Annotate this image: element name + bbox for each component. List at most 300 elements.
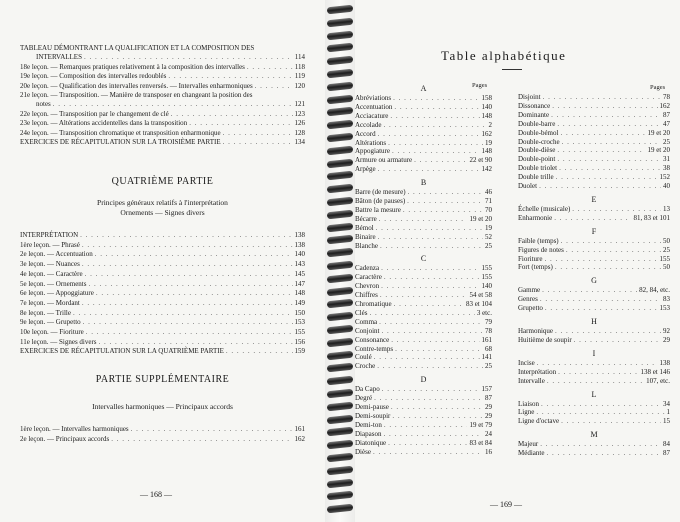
toc-entry (355, 336, 492, 344)
leader-dots (547, 377, 644, 385)
leader-dots (82, 299, 293, 307)
entry-label: Bémol (355, 223, 374, 232)
entry-page: 119 (294, 72, 305, 81)
index-letter: H (591, 317, 597, 326)
entry-page: 29 (663, 335, 670, 344)
index-letter: E (591, 194, 597, 204)
pages-column-label: Pages (650, 84, 666, 91)
leader-dots (394, 103, 479, 111)
entry-page: 148 (294, 289, 305, 298)
entry-label: Interprétation (518, 367, 557, 376)
entry-label: Ligne d'octave (518, 417, 560, 426)
entry-page: 142 (481, 165, 492, 174)
coil-ring (327, 261, 354, 271)
coil-ring (327, 427, 354, 437)
leader-dots (562, 138, 661, 146)
entry-label: Comma (355, 317, 378, 326)
toc-entry (518, 146, 670, 154)
entry-page: 46 (485, 188, 492, 197)
toc-entry (518, 359, 670, 367)
leader-dots (226, 347, 293, 355)
entry-label: Abréviations (355, 94, 392, 102)
entry-label: Dominante (518, 110, 550, 119)
entry-label: Da Capo (355, 385, 380, 394)
leader-dots (374, 353, 480, 361)
coil-ring (327, 376, 354, 386)
coil-ring (327, 504, 354, 514)
entry-label: INTERPRÉTATION (20, 231, 79, 239)
coil-ring (327, 43, 354, 53)
leader-dots (559, 164, 661, 172)
index-title: Table alphabétique (441, 48, 567, 63)
entry-label: Coulé (355, 353, 372, 362)
leader-dots (73, 309, 293, 317)
entry-label: Caractère (355, 273, 382, 282)
entry-page: 87 (485, 394, 492, 403)
entry-page: 138 (659, 358, 670, 367)
entry-label: Figures de notes (518, 245, 564, 254)
toc-entry (518, 417, 670, 425)
entry-page: 50 (663, 263, 670, 272)
coil-ring (327, 222, 354, 232)
toc-entry (518, 304, 670, 312)
toc-entry (20, 309, 305, 317)
entry-page: 31 (663, 155, 670, 164)
entry-label: 20e leçon. — Qualification des intervalles renversés. — Intervalles enharmoniques (20, 81, 253, 90)
entry-label: 11e leçon. — Signes divers (20, 337, 97, 346)
entry-page: 83 et 84 (469, 438, 492, 447)
entry-label: Demi-ton (355, 420, 382, 429)
toc-entry (20, 250, 305, 258)
entry-label: Demi-soupir (355, 411, 391, 420)
entry-label: 4e leçon. — Caractère (20, 269, 83, 278)
toc-entry (518, 246, 670, 254)
toc-entry (355, 94, 492, 102)
entry-page: 81, 83 et 101 (633, 213, 670, 222)
toc-entry (355, 121, 492, 129)
toc-entry (20, 260, 305, 268)
toc-entry (355, 309, 492, 317)
section-subtitle: Intervalles harmoniques — Principaux accords (92, 402, 233, 411)
toc-entry (355, 224, 492, 232)
entry-label: Chromatique (355, 300, 392, 308)
toc-entry (20, 241, 305, 249)
entry-page: 84 (663, 440, 670, 449)
toc-entry (20, 119, 305, 127)
entry-label: Double-croche (518, 137, 560, 146)
entry-label: Médiante (518, 449, 545, 458)
leader-dots (392, 147, 480, 155)
toc-entry (355, 233, 492, 241)
entry-label: Double triolet (518, 164, 558, 173)
leader-dots (171, 110, 293, 118)
entry-label: Genres (518, 295, 538, 304)
coil-ring (327, 235, 354, 245)
entry-page: 141 (481, 353, 492, 362)
toc-entry (518, 120, 670, 128)
leader-dots (394, 300, 464, 308)
toc-entry (355, 103, 492, 111)
leader-dots (556, 173, 658, 181)
entry-page: 19 et 20 (647, 146, 670, 155)
index-letter: L (591, 389, 597, 399)
index-letter: D (420, 375, 427, 385)
toc-entry (518, 205, 670, 213)
toc-entry (20, 270, 305, 278)
toc-entry (355, 353, 492, 361)
toc-entry (355, 362, 492, 370)
entry-label: Arpège (355, 165, 376, 174)
toc-entry (20, 53, 305, 61)
entry-label: INTERVALLES (36, 53, 82, 62)
leader-dots (111, 435, 292, 443)
coil-ring (327, 312, 354, 322)
entry-page: 123 (294, 109, 305, 118)
entry-page: 161 (481, 335, 492, 344)
toc-entry (20, 63, 305, 71)
toc-entry (355, 318, 492, 326)
leader-dots (541, 400, 661, 408)
entry-label: Demi-pause (355, 403, 389, 411)
entry-label: 23e leçon. — Altérations accidentelles dans la transposition (20, 119, 188, 128)
toc-entry (20, 280, 305, 288)
entry-label: Binaire (355, 232, 376, 241)
leader-dots (557, 146, 645, 154)
coil-ring (327, 133, 354, 143)
leader-dots (543, 93, 661, 101)
toc-entry (518, 93, 670, 101)
entry-label: 3e leçon. — Nuances (20, 260, 80, 269)
toc-entry (355, 439, 492, 447)
leader-dots (53, 100, 293, 108)
entry-label: 10e leçon. — Fioriture (20, 328, 84, 336)
leader-dots (384, 273, 480, 281)
leader-dots (131, 425, 293, 433)
leader-dots (255, 82, 293, 90)
leader-dots (391, 336, 479, 344)
leader-dots (382, 385, 480, 393)
leader-dots (247, 63, 293, 71)
leader-dots (381, 264, 479, 272)
entry-page: 40 (663, 182, 670, 190)
entry-label: Diapason (355, 429, 382, 438)
index-letter: G (591, 276, 597, 286)
entry-label: EXERCICES DE RÉCAPITULATION SUR LA QUATRIÈME PARTIE (20, 347, 224, 356)
toc-entry (355, 273, 492, 281)
toc-entry (20, 44, 305, 52)
leader-dots (408, 188, 483, 196)
coil-ring (327, 337, 354, 347)
leader-dots (557, 155, 661, 163)
entry-label: Barre (de mesure) (355, 188, 406, 197)
coil-ring (327, 389, 354, 399)
toc-entry (355, 430, 492, 438)
toc-entry (518, 336, 670, 344)
entry-label: Double-bémol (518, 128, 559, 137)
toc-entry (20, 231, 305, 239)
entry-label: Croche (355, 362, 376, 371)
toc-entry (355, 206, 492, 214)
page-number: — 169 — (490, 500, 522, 509)
entry-page: 145 (294, 269, 305, 278)
coil-ring (327, 273, 354, 283)
entry-label: Accentuation (355, 102, 393, 111)
leader-dots (380, 291, 468, 299)
entry-page: 138 (294, 231, 305, 239)
toc-entry (20, 299, 305, 307)
leader-dots (546, 449, 661, 457)
coil-ring (327, 158, 354, 168)
entry-label: Gamme (518, 286, 541, 295)
toc-entry (355, 421, 492, 429)
toc-entry (355, 197, 492, 205)
entry-page: 162 (481, 129, 492, 138)
entry-label: 22e leçon. — Transposition par le changement de clé (20, 109, 169, 118)
leader-dots (555, 263, 661, 271)
leader-dots (536, 408, 664, 416)
toc-entry (20, 347, 305, 355)
entry-page: 70 (485, 205, 492, 214)
entry-page: 3 etc. (476, 308, 492, 317)
leader-dots (379, 215, 468, 223)
entry-page: 162 (659, 101, 670, 110)
entry-page: 87 (663, 449, 670, 458)
entry-page: 83 (663, 295, 670, 304)
entry-label: Faible (temps) (518, 236, 559, 245)
leader-dots (381, 282, 479, 290)
section-heading: QUATRIÈME PARTIE (111, 176, 214, 187)
entry-page: 24 (485, 429, 492, 438)
right-page (355, 0, 680, 522)
entry-label: 1ère leçon. — Intervalles harmoniques (20, 425, 129, 433)
leader-dots (391, 403, 483, 411)
leader-dots (384, 421, 468, 429)
leader-dots (80, 231, 292, 239)
coil-ring (327, 286, 354, 296)
leader-dots (168, 72, 292, 80)
entry-page: 134 (294, 138, 305, 146)
entry-page: 161 (294, 425, 305, 433)
toc-entry (355, 242, 492, 250)
title-rule (502, 69, 522, 70)
entry-page: 107, etc. (646, 376, 670, 385)
entry-label: 18e leçon. — Remarques pratiques relativement à la composition des intervalles (20, 62, 245, 71)
entry-page: 78 (663, 93, 670, 101)
entry-label: Diatonique (355, 438, 387, 447)
leader-dots (378, 165, 480, 173)
entry-page: 156 (294, 337, 305, 346)
toc-entry (518, 263, 670, 271)
leader-dots (223, 129, 293, 137)
entry-page: 153 (294, 318, 305, 327)
leader-dots (382, 327, 483, 335)
coil-ring (327, 30, 354, 40)
leader-dots (84, 53, 293, 61)
toc-entry (355, 327, 492, 335)
toc-entry (20, 289, 305, 297)
toc-entry (20, 138, 305, 146)
toc-entry (355, 282, 492, 290)
entry-label: Fort (temps) (518, 263, 553, 272)
leader-dots (88, 280, 292, 288)
coil-ring (327, 248, 354, 258)
toc-entry (518, 377, 670, 385)
leader-dots (85, 270, 293, 278)
entry-label: Cadenza (355, 264, 380, 273)
entry-label: Harmonique (518, 327, 553, 335)
entry-label: Ligne (518, 408, 535, 417)
toc-entry (20, 318, 305, 326)
entry-page: 16 (485, 447, 492, 456)
entry-label: Double trille (518, 173, 554, 182)
entry-label: Majeur (518, 440, 539, 449)
entry-page: 83 et 104 (465, 300, 492, 308)
leader-dots (390, 112, 479, 120)
index-letter: I (592, 348, 596, 358)
leader-dots (82, 260, 293, 268)
leader-dots (376, 224, 483, 232)
entry-page: 138 (294, 240, 305, 249)
toc-entry (355, 156, 492, 164)
toc-entry (518, 164, 670, 172)
section-subtitle: Principes généraux relatifs à l'interprétation (97, 198, 228, 207)
entry-page: 148 (481, 147, 492, 156)
coil-ring (327, 350, 354, 360)
entry-page: 152 (659, 173, 670, 182)
toc-entry (518, 173, 670, 181)
entry-page: 13 (663, 204, 670, 213)
entry-label: EXERCICES DE RÉCAPITULATION SUR LA TROISIÈME PARTIE (20, 138, 221, 146)
entry-label: 6e leçon. — Appoggiature (20, 289, 94, 298)
entry-label: notes (36, 100, 51, 109)
toc-entry (518, 129, 670, 137)
toc-entry (355, 130, 492, 138)
entry-page: 138 et 146 (640, 367, 670, 376)
entry-label: Duolet (518, 182, 538, 190)
leader-dots (539, 182, 661, 190)
toc-entry (20, 72, 305, 80)
toc-entry (20, 110, 305, 118)
entry-label: Degré (355, 394, 373, 403)
coil-ring (327, 145, 354, 155)
coil-ring (327, 107, 354, 117)
coil-ring (327, 491, 354, 501)
coil-ring (327, 17, 354, 27)
leader-dots (537, 359, 658, 367)
entry-label: Incise (518, 358, 535, 367)
entry-label: 24e leçon. — Transposition chromatique et transposition enharmonique (20, 128, 221, 137)
toc-entry (355, 394, 492, 402)
entry-label: 1ère leçon. — Phrasé (20, 240, 80, 249)
entry-label: Acciacature (355, 111, 389, 120)
entry-label: Intervalle (518, 376, 545, 385)
toc-entry (518, 214, 670, 222)
entry-label: Grupetto (518, 304, 543, 313)
leader-dots (373, 448, 483, 456)
entry-label: Bécarre (355, 214, 377, 223)
leader-dots (83, 318, 293, 326)
entry-label: Accord (355, 129, 376, 138)
entry-label: 7e leçon. — Mordant (20, 298, 80, 307)
entry-label: Blanche (355, 241, 378, 250)
coil-ring (327, 299, 354, 309)
entry-label: Bâton (de pauses) (355, 197, 406, 205)
toc-entry (355, 147, 492, 155)
toc-entry (355, 291, 492, 299)
entry-label: Liaison (518, 399, 539, 408)
entry-label: Dièse (355, 447, 371, 456)
leader-dots (560, 129, 645, 137)
leader-dots (378, 130, 480, 138)
entry-page: 128 (294, 128, 305, 137)
entry-page: 121 (294, 100, 305, 109)
entry-page: 22 et 90 (469, 156, 492, 165)
leader-dots (223, 138, 293, 146)
coil-ring (327, 465, 354, 475)
toc-entry (518, 182, 670, 190)
coil-ring (327, 363, 354, 373)
entry-page: 126 (294, 119, 305, 128)
leader-dots (551, 111, 661, 119)
left-page (0, 0, 325, 522)
toc-entry (518, 400, 670, 408)
entry-page: 19 et 79 (469, 420, 492, 429)
leader-dots (395, 345, 483, 353)
entry-label: Dissonance (518, 101, 551, 110)
leader-dots (388, 439, 467, 447)
entry-page: 155 (481, 273, 492, 282)
coil-ring (327, 184, 354, 194)
entry-label: 9e leçon. — Grupetto (20, 318, 81, 327)
coil-ring (327, 453, 354, 463)
leader-dots (540, 295, 661, 303)
toc-entry (518, 155, 670, 163)
leader-dots (566, 246, 661, 254)
toc-entry (355, 139, 492, 147)
entry-page: 34 (663, 399, 670, 408)
leader-dots (189, 119, 292, 127)
toc-entry (355, 345, 492, 353)
toc-entry (20, 425, 305, 433)
toc-entry (20, 100, 305, 108)
entry-page: 155 (659, 254, 670, 263)
entry-page: 47 (663, 119, 670, 128)
leader-dots (377, 362, 483, 370)
entry-page: 78 (485, 326, 492, 335)
leader-dots (380, 242, 483, 250)
entry-page: 148 (481, 111, 492, 120)
toc-entry (355, 112, 492, 120)
toc-entry (355, 412, 492, 420)
entry-page: 92 (663, 327, 670, 335)
toc-entry (518, 368, 670, 376)
leader-dots (558, 368, 638, 376)
entry-label: Consonance (355, 335, 390, 344)
entry-label: 19e leçon. — Composition des intervalles redoublés (20, 72, 167, 81)
entry-page: 155 (481, 264, 492, 273)
toc-entry (20, 338, 305, 346)
toc-entry (355, 264, 492, 272)
leader-dots (369, 309, 474, 317)
entry-label: Chiffres (355, 291, 378, 300)
entry-page: 140 (481, 102, 492, 111)
leader-dots (82, 241, 293, 249)
leader-dots (403, 206, 483, 214)
entry-label: Double-barre (518, 119, 556, 128)
entry-label: Battre la mesure (355, 205, 401, 214)
entry-page: 2 (488, 120, 492, 129)
entry-page: 50 (663, 236, 670, 245)
